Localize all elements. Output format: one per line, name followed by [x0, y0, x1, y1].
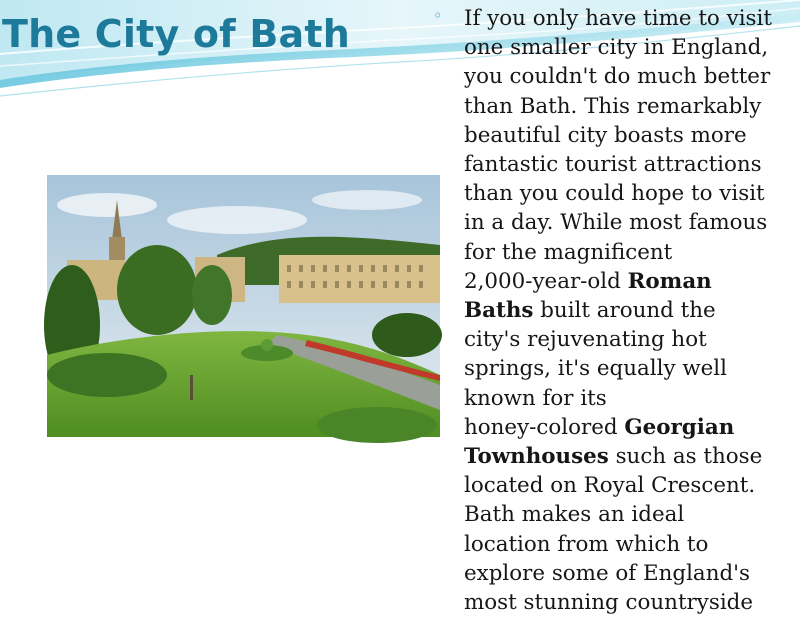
emphasis-georgian: Georgian — [624, 414, 735, 440]
emphasis-townhouses: Townhouses — [464, 444, 609, 470]
page-title: The City of Bath — [2, 12, 350, 56]
text-segment: 2,000-year-old — [464, 268, 628, 294]
text-line: fantastic tourist attractions — [464, 152, 762, 178]
text-line — [464, 267, 794, 296]
text-line: If you only have time to visit — [464, 6, 772, 31]
text-line: beautiful city boasts more — [464, 122, 747, 148]
text-line: for the magnificent — [464, 239, 673, 265]
text-segment: built around the — [533, 298, 716, 324]
text-line — [464, 413, 794, 442]
text-line: you couldn't do much better — [464, 64, 771, 90]
text-line: than you could hope to visit — [464, 181, 765, 207]
text-line: city's rejuvenating hot — [464, 327, 707, 353]
text-line: known for its — [464, 385, 607, 411]
text-line: located on Royal Crescent. — [464, 473, 756, 499]
text-line: one smaller city in England, — [464, 35, 769, 61]
text-line — [464, 296, 794, 325]
text-segment: such as those — [608, 444, 763, 470]
text-line: explore some of England's — [464, 560, 751, 586]
text-segment: honey-colored — [464, 414, 625, 440]
text-line: in a day. While most famous — [464, 210, 768, 236]
emphasis-baths: Baths — [464, 298, 534, 324]
text-line: than Bath. This remarkably — [464, 93, 762, 119]
text-line: location from which to — [464, 531, 709, 557]
text-line: springs, it's equally well — [464, 356, 727, 382]
bath-city-park-photo — [47, 175, 440, 437]
bullet-marker: ◦ — [433, 6, 443, 25]
body-paragraph — [464, 4, 794, 617]
emphasis-roman: Roman — [627, 268, 712, 294]
text-line — [464, 442, 794, 471]
text-line: Bath makes an ideal — [464, 502, 685, 528]
text-line: most stunning countryside — [464, 590, 754, 616]
